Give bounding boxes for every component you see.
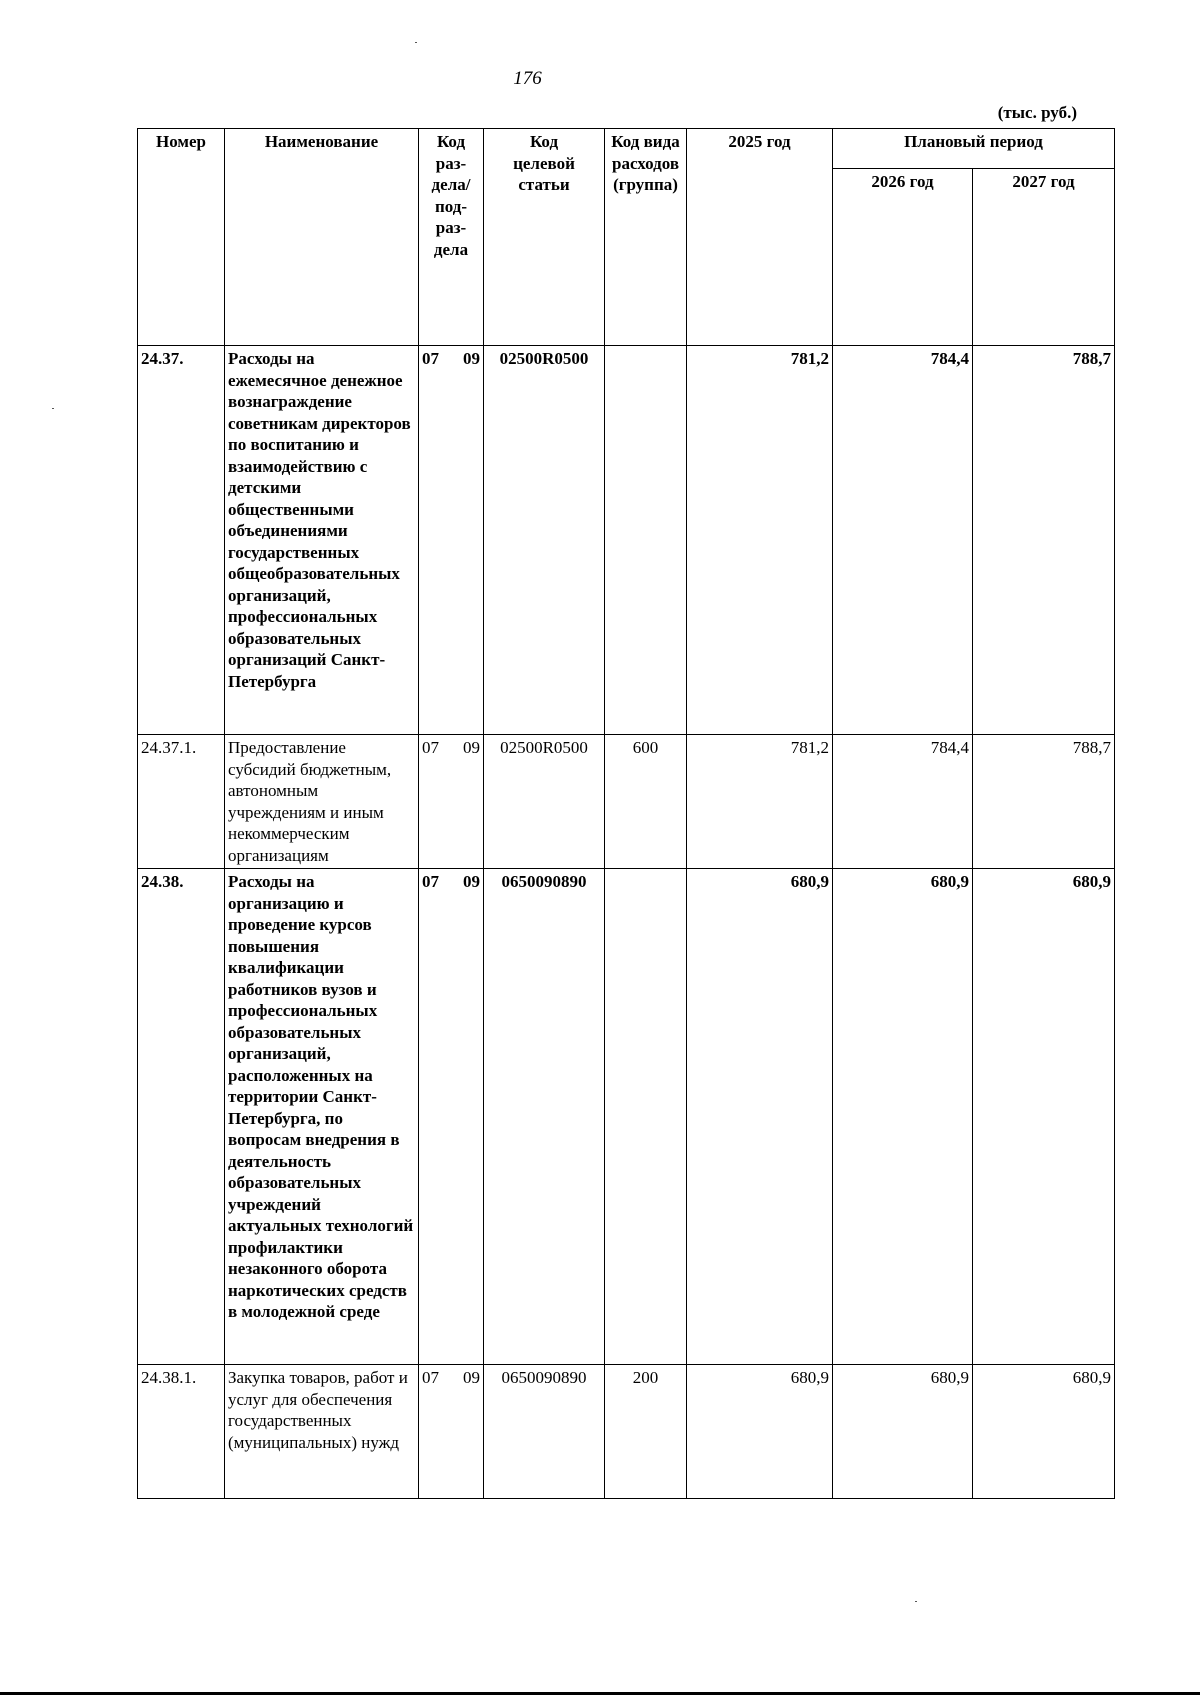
row-2026: 680,9 bbox=[833, 1365, 973, 1499]
row-expense-type bbox=[605, 869, 687, 1365]
row-expense-type: 200 bbox=[605, 1365, 687, 1499]
row-2027: 788,7 bbox=[973, 735, 1115, 869]
row-target: 0650090890 bbox=[484, 1365, 605, 1499]
row-name: Закупка товаров, работ и услуг для обеспечения государственных (муниципальных) нужд bbox=[225, 1365, 419, 1499]
row-2026: 784,4 bbox=[833, 735, 973, 869]
razdel-code: 07 bbox=[422, 1368, 439, 1387]
table-row bbox=[138, 735, 1115, 869]
row-2025: 781,2 bbox=[687, 735, 833, 869]
units-label: (тыс. руб.) bbox=[997, 103, 1077, 122]
row-2026: 784,4 bbox=[833, 346, 973, 735]
scan-speck bbox=[52, 408, 54, 409]
row-2027: 788,7 bbox=[973, 346, 1115, 735]
col-header-2027: 2027 год bbox=[973, 169, 1115, 346]
row-2026: 680,9 bbox=[833, 869, 973, 1365]
podrazdel-code: 09 bbox=[463, 738, 480, 757]
row-2027: 680,9 bbox=[973, 869, 1115, 1365]
podrazdel-code: 09 bbox=[463, 349, 480, 368]
row-expense-type bbox=[605, 346, 687, 735]
row-razdel bbox=[419, 1365, 484, 1499]
row-2025: 781,2 bbox=[687, 346, 833, 735]
razdel-code: 07 bbox=[422, 872, 439, 891]
row-2025: 680,9 bbox=[687, 869, 833, 1365]
col-header-planned-period: Плановый период bbox=[833, 129, 1115, 169]
col-header-target: Код целевой статьи bbox=[484, 129, 605, 346]
col-header-razdel: Код раз- дела/ под- раз- дела bbox=[419, 129, 484, 346]
row-number: 24.38. bbox=[138, 869, 225, 1365]
row-name: Расходы на организацию и проведение курсов повышения квалификации работников вузов и профессиональных образовательных организаций, расположенных на территории Санкт-Петербурга, по вопросам внедрения в деятельность образовательных учреждений актуальных технологий профилактики незаконного оборота наркотических средств в молодежной среде bbox=[225, 869, 419, 1365]
row-2027: 680,9 bbox=[973, 1365, 1115, 1499]
col-header-2026: 2026 год bbox=[833, 169, 973, 346]
table-row bbox=[138, 346, 1115, 735]
row-number: 24.37.1. bbox=[138, 735, 225, 869]
col-header-name: Наименование bbox=[225, 129, 419, 346]
table-row bbox=[138, 869, 1115, 1365]
row-razdel bbox=[419, 346, 484, 735]
row-target: 02500R0500 bbox=[484, 735, 605, 869]
scan-speck bbox=[915, 1601, 917, 1602]
podrazdel-code: 09 bbox=[463, 1368, 480, 1387]
row-razdel bbox=[419, 735, 484, 869]
col-header-number: Номер bbox=[138, 129, 225, 346]
row-number: 24.37. bbox=[138, 346, 225, 735]
row-name: Расходы на ежемесячное денежное вознаграждение советникам директоров по воспитанию и взаимодействию с детскими общественными объединениями государственных общеобразовательных организаций, профессиональных образовательных организаций Санкт-Петербурга bbox=[225, 346, 419, 735]
razdel-code: 07 bbox=[422, 738, 439, 757]
header-row-top bbox=[138, 129, 1115, 169]
page-number: 176 bbox=[513, 68, 542, 89]
row-target: 02500R0500 bbox=[484, 346, 605, 735]
row-target: 0650090890 bbox=[484, 869, 605, 1365]
budget-table bbox=[137, 128, 1115, 1499]
table-row bbox=[138, 1365, 1115, 1499]
row-name: Предоставление субсидий бюджетным, автономным учреждениям и иным некоммерческим организациям bbox=[225, 735, 419, 869]
row-number: 24.38.1. bbox=[138, 1365, 225, 1499]
col-header-2025: 2025 год bbox=[687, 129, 833, 346]
scan-speck bbox=[415, 42, 417, 43]
row-expense-type: 600 bbox=[605, 735, 687, 869]
podrazdel-code: 09 bbox=[463, 872, 480, 891]
row-2025: 680,9 bbox=[687, 1365, 833, 1499]
col-header-expense-type: Код вида расходов (группа) bbox=[605, 129, 687, 346]
row-razdel bbox=[419, 869, 484, 1365]
razdel-code: 07 bbox=[422, 349, 439, 368]
